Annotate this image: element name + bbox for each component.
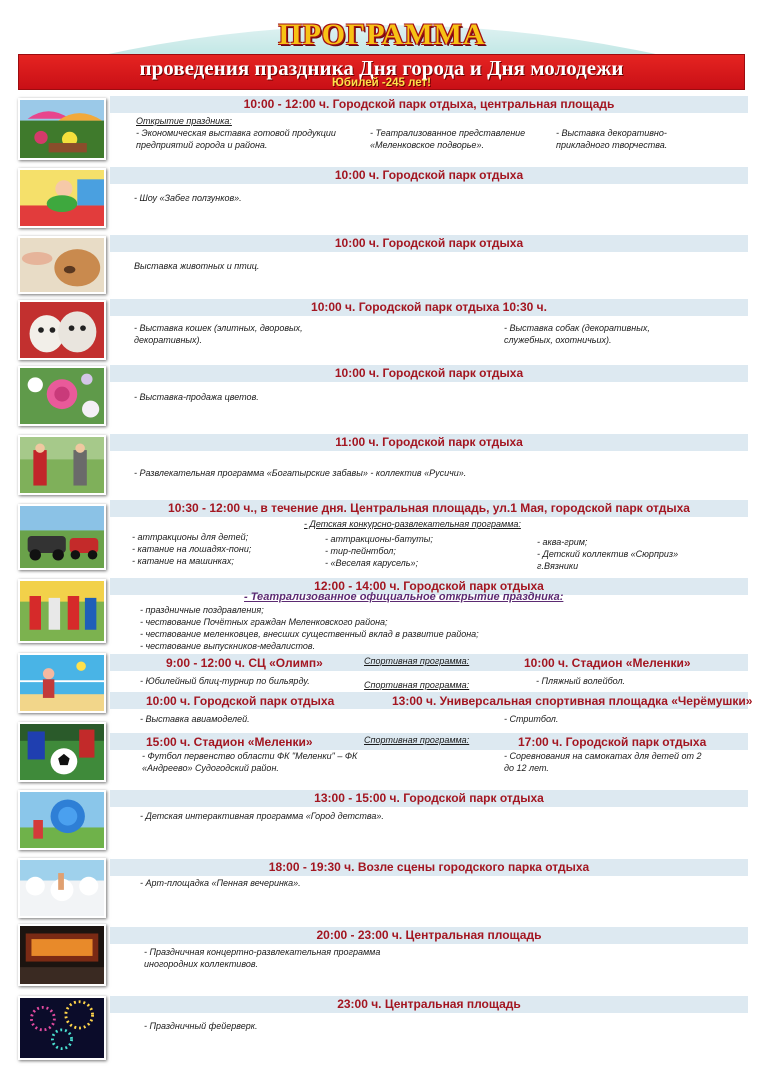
row9-text: - Детская интерактивная программа «Город детства». [140, 811, 384, 821]
sport-c-label: Спортивная программа: [364, 735, 470, 745]
sport-a-time: 9:00 - 12:00 ч. СЦ «Олимп» [166, 656, 323, 670]
photo-beach-volleyball [18, 653, 106, 713]
sport-a-right-text: - Пляжный волейбол. [536, 676, 626, 686]
sport-b-right-text: - Стритбол. [504, 714, 559, 724]
row3-text: Выставка животных и птиц. [134, 261, 260, 271]
row2-text: - Шоу «Забег ползунков». [134, 193, 242, 203]
sport-b-text: - Выставка авиамоделей. [140, 714, 250, 724]
row8-line4: - чествование выпускников-медалистов. [140, 641, 316, 651]
photo-kids-cars [18, 504, 106, 570]
time-bar-row5: 10:00 ч. Городской парк отдыха [110, 365, 748, 382]
program-title: ПРОГРАММА [278, 18, 486, 51]
photo-fair [18, 98, 106, 160]
row4-col1: - Выставка кошек (элитных, дворовых, декоративных). [134, 323, 303, 345]
row1-col3: - Выставка декоративно-прикладного творчества. [556, 128, 668, 150]
time-bar-row6: 11:00 ч. Городской парк отдыха [110, 434, 748, 451]
time-bar-row2: 10:00 ч. Городской парк отдыха [110, 167, 748, 184]
photo-theatre-opening [18, 579, 106, 643]
time-bar-row7: 10:30 - 12:00 ч., в течение дня. Центральная площадь, ул.1 Мая, городской парк отдыха [110, 500, 748, 517]
banner-jubilee-subtitle: Юбилей -245 лет! [332, 77, 431, 89]
row7-col2-line3: - «Веселая карусель»; [325, 558, 418, 568]
sport-c-right-time: 17:00 ч. Городской парк отдыха [518, 735, 707, 749]
photo-cats-dogs [18, 300, 106, 360]
row7-label: - Детская конкурсно-развлекательная программа: [304, 519, 521, 529]
sport-a-text: - Юбилейный блиц-турнир по бильярду. [140, 676, 310, 686]
sport-c-text: - Футбол первенство области ФК "Меленки" – ФК «Андреево» Судогодский район. [142, 751, 358, 773]
row8-label: - Театрализованное официальное открытие праздника: [244, 591, 564, 603]
sport-a-label2: Спортивная программа: [364, 680, 470, 690]
sport-a-label: Спортивная программа: [364, 656, 470, 666]
row7-col3-line3: г.Вязники [537, 561, 579, 571]
sport-b-right-time: 13:00 ч. Универсальная спортивная площадка «Черёмушки» [392, 694, 753, 708]
photo-flowers [18, 366, 106, 426]
time-bar-row10: 18:00 - 19:30 ч. Возле сцены городского парка отдыха [110, 859, 748, 876]
time-bar-row9: 13:00 - 15:00 ч. Городской парк отдыха [110, 790, 748, 807]
row7-col1-line2: - катание на лошадях-пони; [132, 544, 252, 554]
sport-c-right-text: - Соревнования на самокатах для детей от 2 до 12 лет. [504, 751, 702, 773]
banner-main-title: проведения праздника Дня города и Дня молодежи [139, 56, 624, 80]
row1-col2: - Театрализованное представление «Меленковское подворье». [370, 128, 526, 150]
row7-col2-line2: - тир-пейнтбол; [325, 546, 396, 556]
row8-line2: - чествование Почётных граждан Меленковского района; [140, 617, 388, 627]
row7-col1-line1: - аттракционы для детей; [132, 532, 249, 542]
photo-concert-stage [18, 924, 106, 986]
time-bar-row8: 12:00 - 14:00 ч. Городской парк отдыха [110, 578, 748, 595]
row8-line3: - чествование меленковцев, внесших существенный вклад в развитие района; [140, 629, 479, 639]
row1-label: Открытие праздника: [136, 116, 232, 126]
photo-crawling-babies [18, 168, 106, 228]
photo-football [18, 722, 106, 782]
photo-calf [18, 236, 106, 294]
row12-text: - Праздничный фейерверк. [144, 1021, 258, 1031]
sport-c-time: 15:00 ч. Стадион «Меленки» [146, 735, 313, 749]
row7-col3-line1: - аква-грим; [537, 537, 588, 547]
time-bar-row12: 23:00 ч. Центральная площадь [110, 996, 748, 1013]
time-bar-row11: 20:00 - 23:00 ч. Центральная площадь [110, 927, 748, 944]
row6-text: - Развлекательная программа «Богатырские забавы» - коллектив «Русичи». [134, 468, 467, 478]
row7-col3-line2: - Детский коллектив «Сюрприз» [537, 549, 679, 559]
sport-a-right-time: 10:00 ч. Стадион «Меленки» [524, 656, 691, 670]
row10-text: - Арт-площадка «Пенная вечеринка». [140, 878, 301, 888]
time-bar-row3: 10:00 ч. Городской парк отдыха [110, 235, 748, 252]
row4-col2: - Выставка собак (декоративных, служебных, охотничьих). [504, 323, 650, 345]
sport-b-time: 10:00 ч. Городской парк отдыха [146, 694, 335, 708]
photo-kids-city [18, 790, 106, 850]
time-bar-row1: 10:00 - 12:00 ч. Городской парк отдыха, центральная площадь [110, 96, 748, 113]
row7-col1-line3: - катание на машинках; [132, 556, 234, 566]
row11-text: - Праздничная концертно-развлекательная программа иногородних коллективов. [144, 947, 381, 969]
time-bar-row4: 10:00 ч. Городской парк отдыха 10:30 ч. [110, 299, 748, 316]
row8-line1: - праздничные поздравления; [140, 605, 264, 615]
photo-bogatyr-games [18, 435, 106, 495]
photo-fireworks [18, 996, 106, 1060]
title-banner [18, 54, 745, 90]
row7-col2-line1: - аттракционы-батуты; [325, 534, 433, 544]
photo-foam-party [18, 858, 106, 918]
row1-col1: - Экономическая выставка готовой продукции предприятий города и района. [136, 128, 336, 150]
row5-text: - Выставка-продажа цветов. [134, 392, 259, 402]
